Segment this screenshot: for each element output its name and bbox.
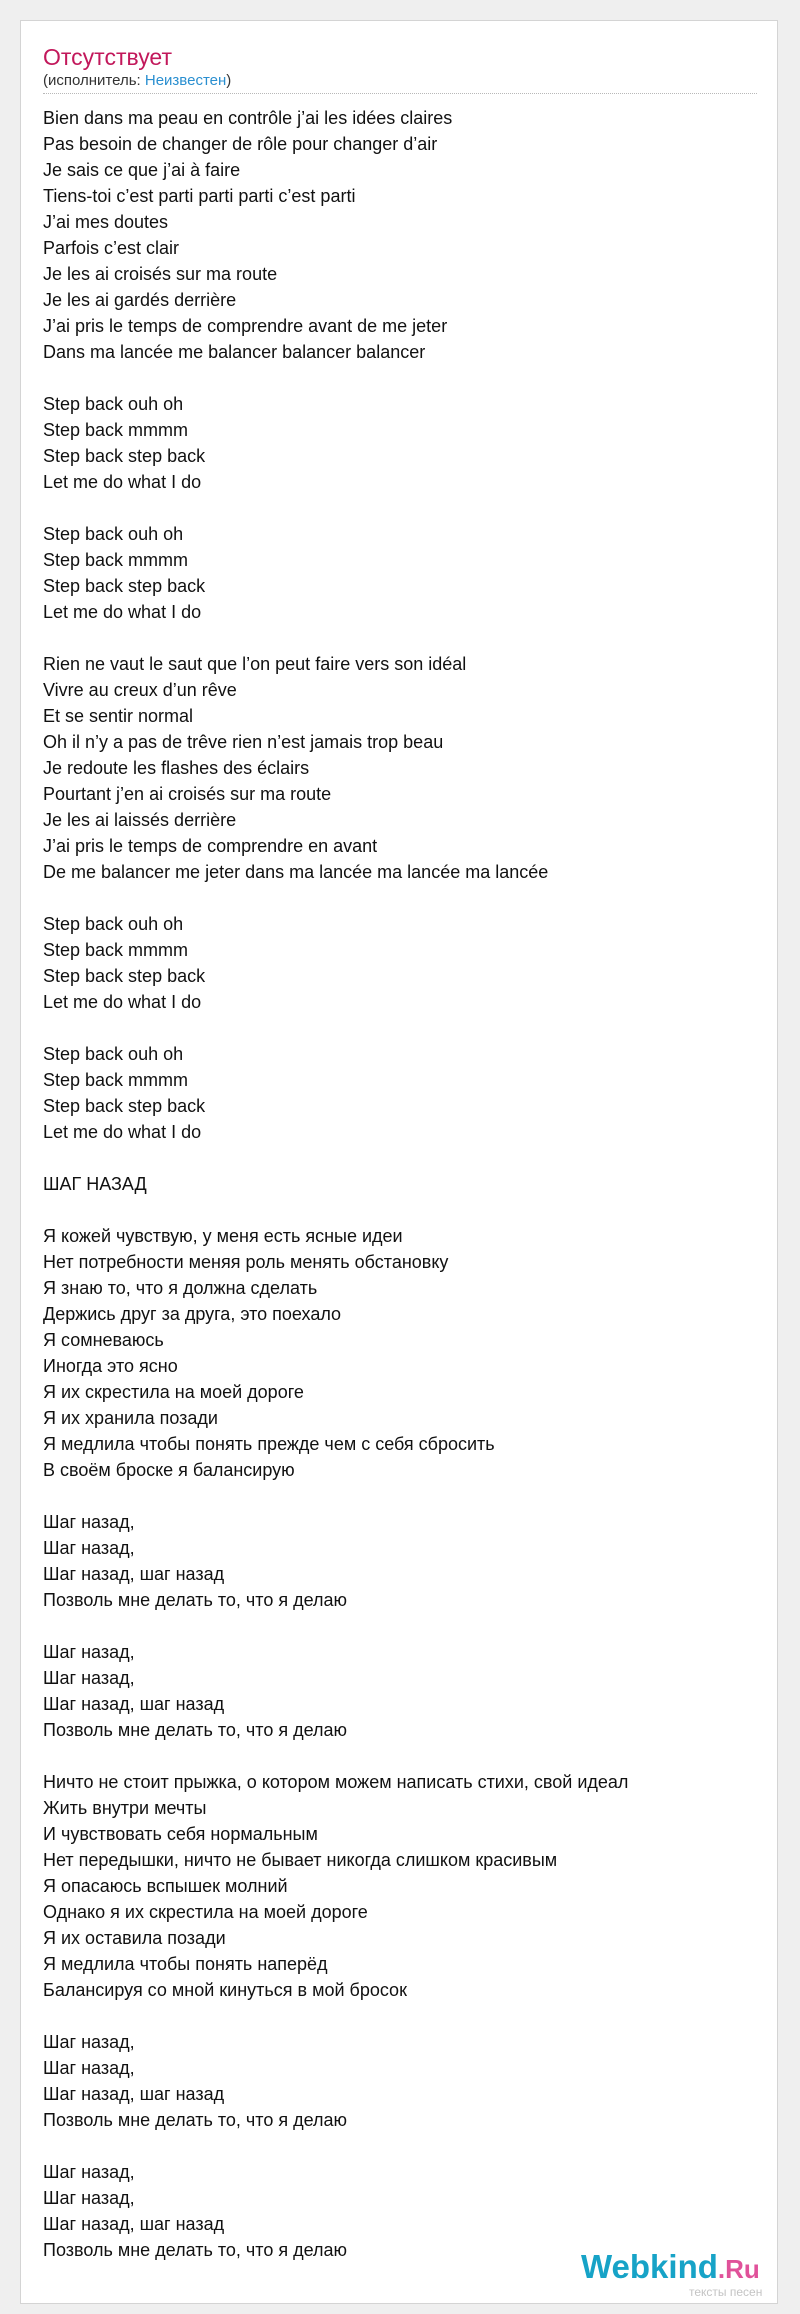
- lyric-line: Позволь мне делать то, что я делаю: [43, 2240, 348, 2260]
- logo-word: Webkind: [581, 2248, 718, 2285]
- lyric-line: Шаг назад, шаг назад: [43, 1564, 225, 1584]
- lyric-line: Dans ma lancée me balancer balancer balancer: [43, 342, 426, 362]
- lyric-line: Я их оставила позади: [43, 1928, 226, 1948]
- lyric-line: Шаг назад, шаг назад: [43, 2084, 225, 2104]
- lyric-line: Позволь мне делать то, что я делаю: [43, 2110, 348, 2130]
- lyric-line: Жить внутри мечты: [43, 1798, 207, 1818]
- lyric-line: Step back mmmm: [43, 420, 189, 440]
- lyric-line: Je redoute les flashes des éclairs: [43, 758, 310, 778]
- lyric-line: Step back step back: [43, 576, 206, 596]
- dotted-divider: [43, 93, 757, 94]
- artist-line: [43, 71, 231, 91]
- lyric-line: Step back ouh oh: [43, 394, 184, 414]
- lyric-line: Step back step back: [43, 446, 206, 466]
- lyric-line: Step back step back: [43, 1096, 206, 1116]
- stanza-gap: [43, 2003, 763, 2029]
- lyric-line: Et se sentir normal: [43, 706, 194, 726]
- lyric-line: Шаг назад, шаг назад: [43, 1694, 225, 1714]
- lyric-line: J’ai pris le temps de comprendre en avant: [43, 836, 378, 856]
- stanza-gap: [43, 2133, 763, 2159]
- lyric-line: Я опасаюсь вспышек молний: [43, 1876, 288, 1896]
- artist-suffix: ): [226, 72, 232, 89]
- stanza-gap: [43, 1483, 763, 1509]
- stanza-gap: [43, 885, 763, 911]
- lyric-line: Балансируя со мной кинуться в мой бросок: [43, 1980, 407, 2000]
- lyric-line: Держись друг за друга, это поехало: [43, 1304, 342, 1324]
- lyric-line: Я сомневаюсь: [43, 1330, 164, 1350]
- stanza-gap: [43, 1015, 763, 1041]
- lyric-line: Ничто не стоит прыжка, о котором можем написать стихи, свой идеал: [43, 1772, 629, 1792]
- artist-link[interactable]: Неизвестен: [144, 72, 227, 89]
- lyric-line: Шаг назад,: [43, 1512, 135, 1532]
- lyric-line: Oh il n’y a pas de trêve rien n’est jamais trop beau: [43, 732, 444, 752]
- lyric-line: Шаг назад,: [43, 2162, 135, 2182]
- stanza-gap: [43, 1743, 763, 1769]
- lyric-line: Однако я их скрестила на моей дороге: [43, 1902, 368, 1922]
- stanza-gap: [43, 495, 763, 521]
- lyric-line: Je les ai laissés derrière: [43, 810, 237, 830]
- lyric-line: Step back ouh oh: [43, 914, 184, 934]
- lyric-line: Vivre au creux d’un rêve: [43, 680, 237, 700]
- lyric-line: Pourtant j’en ai croisés sur ma route: [43, 784, 332, 804]
- artist-prefix: (исполнитель:: [43, 72, 145, 89]
- lyric-line: Шаг назад,: [43, 1668, 135, 1688]
- lyric-line: ШАГ НАЗАД: [43, 1174, 147, 1194]
- lyric-line: Я их хранила позади: [43, 1408, 218, 1428]
- lyric-line: Bien dans ma peau en contrôle j’ai les idées claires: [43, 108, 453, 128]
- lyric-line: Step back mmmm: [43, 1070, 189, 1090]
- lyric-line: Я знаю то, что я должна сделать: [43, 1278, 318, 1298]
- lyric-line: Tiens-toi c’est parti parti parti c’est parti: [43, 186, 356, 206]
- lyric-line: Позволь мне делать то, что я делаю: [43, 1590, 348, 1610]
- lyrics-text: [43, 105, 763, 2263]
- lyric-line: Шаг назад,: [43, 1642, 135, 1662]
- lyric-line: Позволь мне делать то, что я делаю: [43, 1720, 348, 1740]
- lyric-line: Let me do what I do: [43, 992, 202, 1012]
- lyric-line: Шаг назад,: [43, 1538, 135, 1558]
- lyric-line: De me balancer me jeter dans ma lancée ma lancée ma lancée: [43, 862, 549, 882]
- logo-wordmark: [581, 2247, 760, 2289]
- lyric-line: Let me do what I do: [43, 1122, 202, 1142]
- logo-tld: .Ru: [717, 2254, 760, 2284]
- lyric-line: Я кожей чувствую, у меня есть ясные идеи: [43, 1226, 403, 1246]
- lyric-line: Let me do what I do: [43, 472, 202, 492]
- lyric-line: Rien ne vaut le saut que l’on peut faire vers son idéal: [43, 654, 467, 674]
- lyric-line: Step back mmmm: [43, 550, 189, 570]
- lyric-line: Let me do what I do: [43, 602, 202, 622]
- lyric-line: J’ai pris le temps de comprendre avant de me jeter: [43, 316, 448, 336]
- lyric-line: И чувствовать себя нормальным: [43, 1824, 318, 1844]
- stanza-gap: [43, 1197, 763, 1223]
- lyric-line: Parfois c’est clair: [43, 238, 180, 258]
- lyric-line: Pas besoin de changer de rôle pour changer d’air: [43, 134, 438, 154]
- logo-tagline: тексты песен: [689, 2285, 763, 2299]
- lyric-line: Я медлила чтобы понять прежде чем с себя сбросить: [43, 1434, 495, 1454]
- lyric-line: Step back ouh oh: [43, 1044, 184, 1064]
- lyric-line: Иногда это ясно: [43, 1356, 178, 1376]
- stanza-gap: [43, 365, 763, 391]
- song-title: Отсутствует: [43, 44, 172, 70]
- lyric-line: J’ai mes doutes: [43, 212, 169, 232]
- lyric-line: Шаг назад,: [43, 2032, 135, 2052]
- site-logo[interactable]: [581, 2247, 781, 2307]
- lyric-line: Step back step back: [43, 966, 206, 986]
- lyric-line: Je les ai gardés derrière: [43, 290, 237, 310]
- lyric-line: Je sais ce que j’ai à faire: [43, 160, 241, 180]
- lyric-line: Нет передышки, ничто не бывает никогда слишком красивым: [43, 1850, 558, 1870]
- lyric-line: Я медлила чтобы понять наперёд: [43, 1954, 328, 1974]
- lyrics-card: [20, 20, 778, 2304]
- lyric-line: Шаг назад,: [43, 2188, 135, 2208]
- lyric-line: Я их скрестила на моей дороге: [43, 1382, 304, 1402]
- stanza-gap: [43, 1613, 763, 1639]
- stanza-gap: [43, 1145, 763, 1171]
- lyric-line: Je les ai croisés sur ma route: [43, 264, 278, 284]
- lyric-line: Step back ouh oh: [43, 524, 184, 544]
- lyric-line: Нет потребности меняя роль менять обстановку: [43, 1252, 449, 1272]
- lyric-line: Шаг назад,: [43, 2058, 135, 2078]
- lyric-line: Step back mmmm: [43, 940, 189, 960]
- lyric-line: В своём броске я балансирую: [43, 1460, 295, 1480]
- stanza-gap: [43, 625, 763, 651]
- lyric-line: Шаг назад, шаг назад: [43, 2214, 225, 2234]
